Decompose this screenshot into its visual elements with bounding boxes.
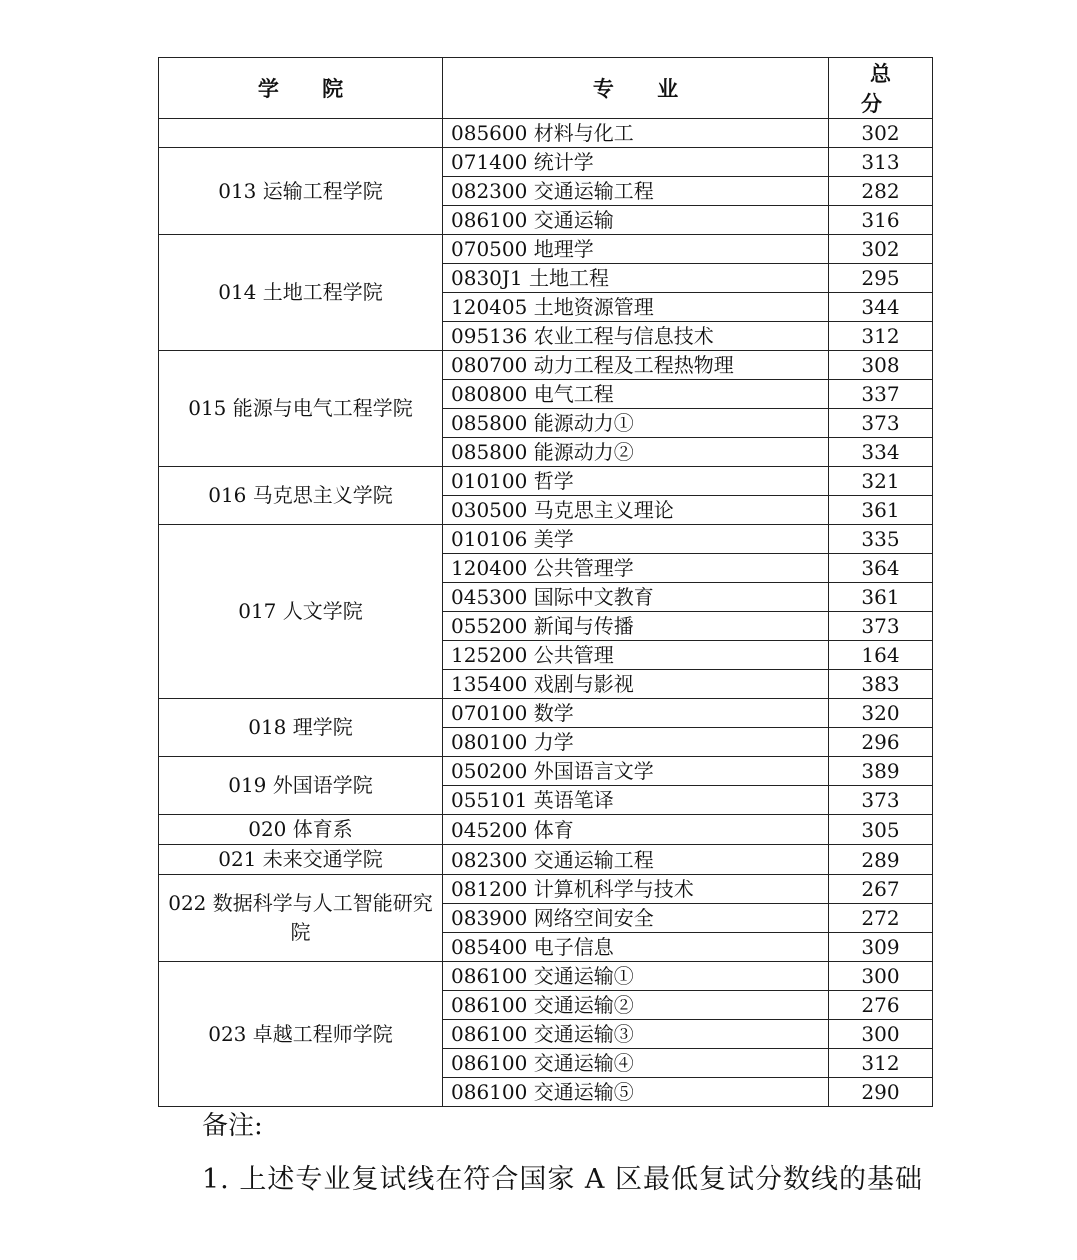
major-cell: 135400 戏剧与影视 xyxy=(443,670,829,699)
major-cell: 095136 农业工程与信息技术 xyxy=(443,322,829,351)
major-cell: 086100 交通运输② xyxy=(443,991,829,1020)
notes-line-1: 1. 上述专业复试线在符合国家 A 区最低复试分数线的基础 xyxy=(202,1164,924,1195)
score-cell: 164 xyxy=(829,641,933,670)
major-cell: 083900 网络空间安全 xyxy=(443,904,829,933)
score-cell: 282 xyxy=(829,177,933,206)
table-row xyxy=(159,467,933,496)
major-cell: 086100 交通运输③ xyxy=(443,1020,829,1049)
major-cell: 055101 英语笔译 xyxy=(443,786,829,815)
score-cell: 313 xyxy=(829,148,933,177)
score-cell: 334 xyxy=(829,438,933,467)
score-cell: 361 xyxy=(829,583,933,612)
major-cell: 045300 国际中文教育 xyxy=(443,583,829,612)
header-score: 总 分 xyxy=(829,58,933,119)
college-cell: 019 外国语学院 xyxy=(159,757,443,815)
notes-title: 备注: xyxy=(202,1111,263,1141)
major-cell: 080700 动力工程及工程热物理 xyxy=(443,351,829,380)
score-cell: 312 xyxy=(829,1049,933,1078)
score-cell: 373 xyxy=(829,612,933,641)
college-cell: 018 理学院 xyxy=(159,699,443,757)
score-cell: 321 xyxy=(829,467,933,496)
score-cell: 296 xyxy=(829,728,933,757)
major-cell: 0830J1 土地工程 xyxy=(443,264,829,293)
major-cell: 120405 土地资源管理 xyxy=(443,293,829,322)
college-cell: 017 人文学院 xyxy=(159,525,443,699)
score-cell: 267 xyxy=(829,875,933,904)
major-cell: 086100 交通运输④ xyxy=(443,1049,829,1078)
table-row xyxy=(159,815,933,845)
score-cell: 337 xyxy=(829,380,933,409)
major-cell: 010100 哲学 xyxy=(443,467,829,496)
table-row xyxy=(159,525,933,554)
table-row xyxy=(159,235,933,264)
table-row xyxy=(159,875,933,904)
score-cell: 316 xyxy=(829,206,933,235)
major-cell: 085600 材料与化工 xyxy=(443,119,829,148)
score-cell: 344 xyxy=(829,293,933,322)
score-cell: 309 xyxy=(829,933,933,962)
major-cell: 080100 力学 xyxy=(443,728,829,757)
major-cell: 045200 体育 xyxy=(443,815,829,845)
major-cell: 080800 电气工程 xyxy=(443,380,829,409)
college-cell: 013 运输工程学院 xyxy=(159,148,443,235)
score-cell: 389 xyxy=(829,757,933,786)
score-cell: 373 xyxy=(829,409,933,438)
college-cell: 015 能源与电气工程学院 xyxy=(159,351,443,467)
header-major: 专 业 xyxy=(443,58,829,119)
college-cell xyxy=(159,119,443,148)
score-cell: 305 xyxy=(829,815,933,845)
score-cell: 308 xyxy=(829,351,933,380)
header-row xyxy=(159,58,933,119)
score-cell: 320 xyxy=(829,699,933,728)
major-cell: 081200 计算机科学与技术 xyxy=(443,875,829,904)
score-cell: 300 xyxy=(829,962,933,991)
major-cell: 055200 新闻与传播 xyxy=(443,612,829,641)
score-cell: 302 xyxy=(829,235,933,264)
score-cell: 302 xyxy=(829,119,933,148)
major-cell: 050200 外国语言文学 xyxy=(443,757,829,786)
major-cell: 085800 能源动力② xyxy=(443,438,829,467)
table-row xyxy=(159,351,933,380)
major-cell: 120400 公共管理学 xyxy=(443,554,829,583)
header-college: 学 院 xyxy=(159,58,443,119)
table-row xyxy=(159,962,933,991)
table-row xyxy=(159,845,933,875)
major-cell: 070100 数学 xyxy=(443,699,829,728)
table-row xyxy=(159,119,933,148)
table-body xyxy=(159,119,933,1107)
score-cell: 335 xyxy=(829,525,933,554)
major-cell: 070500 地理学 xyxy=(443,235,829,264)
college-cell: 021 未来交通学院 xyxy=(159,845,443,875)
score-cell: 290 xyxy=(829,1078,933,1107)
college-cell: 020 体育系 xyxy=(159,815,443,845)
score-cell: 289 xyxy=(829,845,933,875)
score-cell: 272 xyxy=(829,904,933,933)
major-cell: 086100 交通运输⑤ xyxy=(443,1078,829,1107)
major-cell: 086100 交通运输① xyxy=(443,962,829,991)
college-cell: 023 卓越工程师学院 xyxy=(159,962,443,1107)
table-row xyxy=(159,757,933,786)
score-cell: 276 xyxy=(829,991,933,1020)
college-cell: 016 马克思主义学院 xyxy=(159,467,443,525)
score-cell: 295 xyxy=(829,264,933,293)
score-table xyxy=(158,57,933,1107)
college-cell: 014 土地工程学院 xyxy=(159,235,443,351)
table-row xyxy=(159,699,933,728)
major-cell: 082300 交通运输工程 xyxy=(443,177,829,206)
score-cell: 364 xyxy=(829,554,933,583)
table-row xyxy=(159,148,933,177)
score-cell: 312 xyxy=(829,322,933,351)
score-cell: 383 xyxy=(829,670,933,699)
score-cell: 361 xyxy=(829,496,933,525)
major-cell: 082300 交通运输工程 xyxy=(443,845,829,875)
college-cell: 022 数据科学与人工智能研究院 xyxy=(159,875,443,962)
major-cell: 071400 统计学 xyxy=(443,148,829,177)
score-cell: 373 xyxy=(829,786,933,815)
major-cell: 085400 电子信息 xyxy=(443,933,829,962)
major-cell: 125200 公共管理 xyxy=(443,641,829,670)
major-cell: 010106 美学 xyxy=(443,525,829,554)
major-cell: 085800 能源动力① xyxy=(443,409,829,438)
score-cell: 300 xyxy=(829,1020,933,1049)
major-cell: 030500 马克思主义理论 xyxy=(443,496,829,525)
major-cell: 086100 交通运输 xyxy=(443,206,829,235)
